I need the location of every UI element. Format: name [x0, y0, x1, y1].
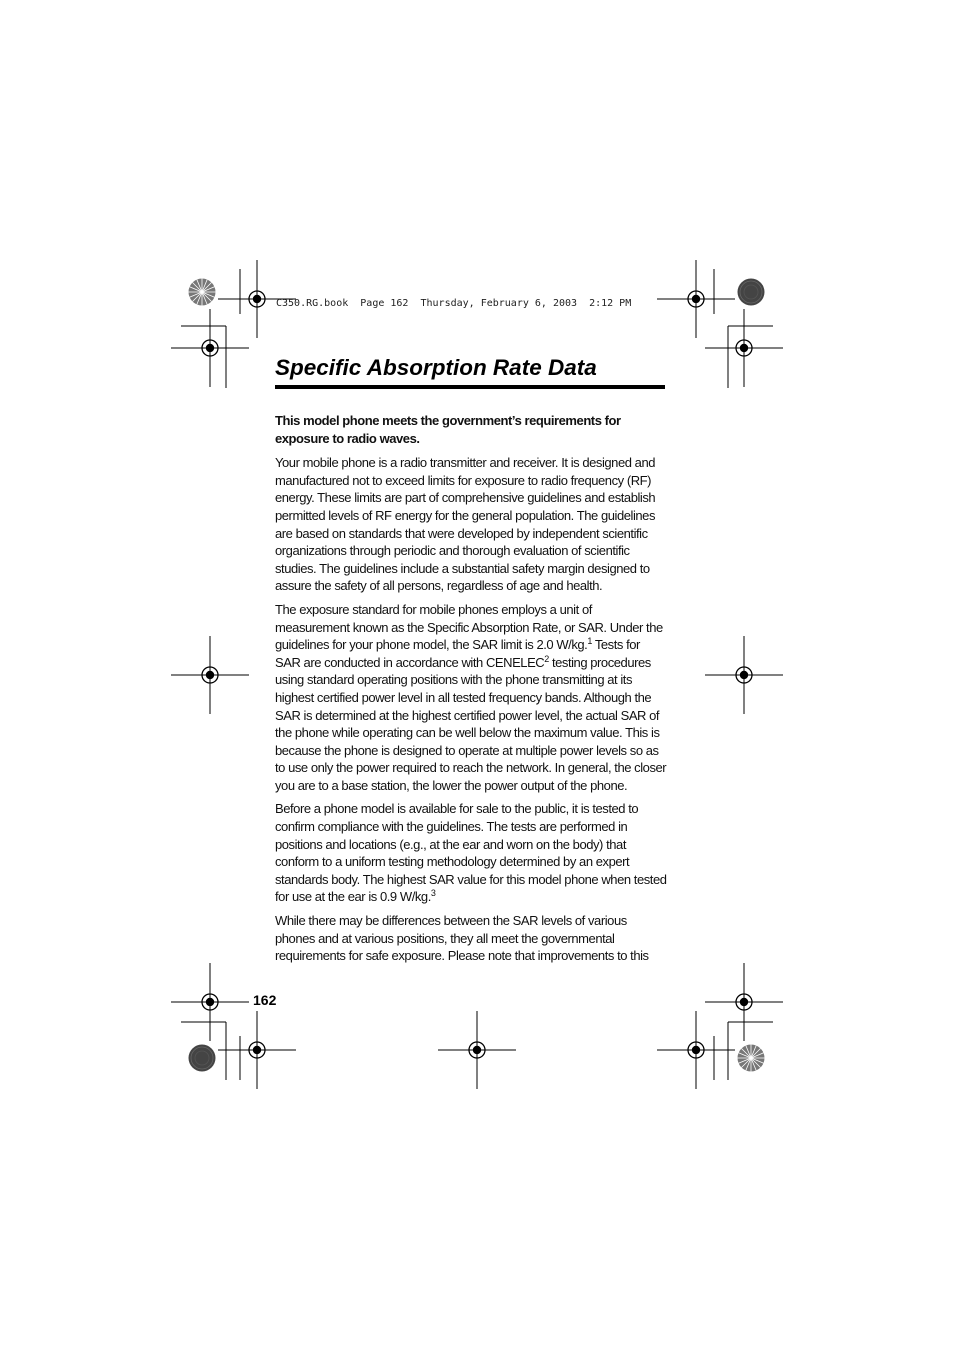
- registration-mark-mid-left: [171, 636, 249, 714]
- paragraph-differences: While there may be differences between the SAR levels of various phones and at various positions, they all meet the governmental requirements for safe exposure. Please note that improvements to this: [275, 913, 649, 964]
- footnote-ref-3: 3: [430, 888, 436, 899]
- page-title: Specific Absorption Rate Data: [275, 354, 665, 389]
- registration-mark-bottom-right: [657, 1011, 735, 1089]
- registration-mark-bottom-left: [218, 1011, 296, 1089]
- paragraph-rf-exposure: Your mobile phone is a radio transmitter and receiver. It is designed and manufactured not to exceed limits for exposure to radio frequency (RF) energy. These limits are part of comprehensive guidelines and establish permitted levels of RF energy for the general population. The guidelines are based on standards that were developed by independent scientific organizations through periodic and thorough evaluation of scientific studies. The guidelines include a substantial safety margin designed to assure the safety of all persons, regardless of age and health.: [275, 455, 656, 594]
- lead-paragraph: This model phone meets the government’s requirements for exposure to radio waves.: [275, 413, 621, 446]
- paragraph-text: Tests for SAR are conducted in accordance with CENELEC: [275, 637, 640, 670]
- body-text: [275, 412, 667, 971]
- footnote-ref-2: 2: [544, 653, 549, 664]
- registration-mark-mid-right: [705, 636, 783, 714]
- paragraph-text: Before a phone model is available for sale to the public, it is tested to confirm compliance with the guidelines. The tests are performed in positions and locations (e.g., at the ear and worn on the body) that conform to a uniform testing methodology determined by an expert standards body. The highest SAR value for this model phone when tested for use at the ear is 0.9 W/kg.: [275, 801, 667, 905]
- print-info-header: C350.RG.book Page 162 Thursday, February 6, 2003 2:12 PM: [276, 298, 632, 309]
- registration-mark-top-right: [657, 260, 735, 338]
- paragraph-sar-standard: [275, 601, 667, 795]
- registration-mark-bottom-center: [438, 1011, 516, 1089]
- footnote-ref-1: 1: [587, 636, 592, 647]
- paragraph-text: The exposure standard for mobile phones employs a unit of measurement known as the Specific Absorption Rate, or SAR. Under the guidelines for your phone model, the SAR limit is 2.0 W/kg.: [275, 601, 663, 653]
- page-number: 162: [253, 992, 277, 1008]
- paragraph-testing: [275, 800, 667, 906]
- paragraph-text: testing procedures using standard operating positions with the phone transmitting at its highest certified power level in all tested frequency bands. Although the SAR is determined at the highest certified power level, the actual SAR of the phone while operating can be well below the maximum value. This is because the phone is designed to operate at multiple power levels so as to use only the power required to reach the network. In general, the closer you are to a base station, the lower the power output of the phone.: [275, 654, 667, 793]
